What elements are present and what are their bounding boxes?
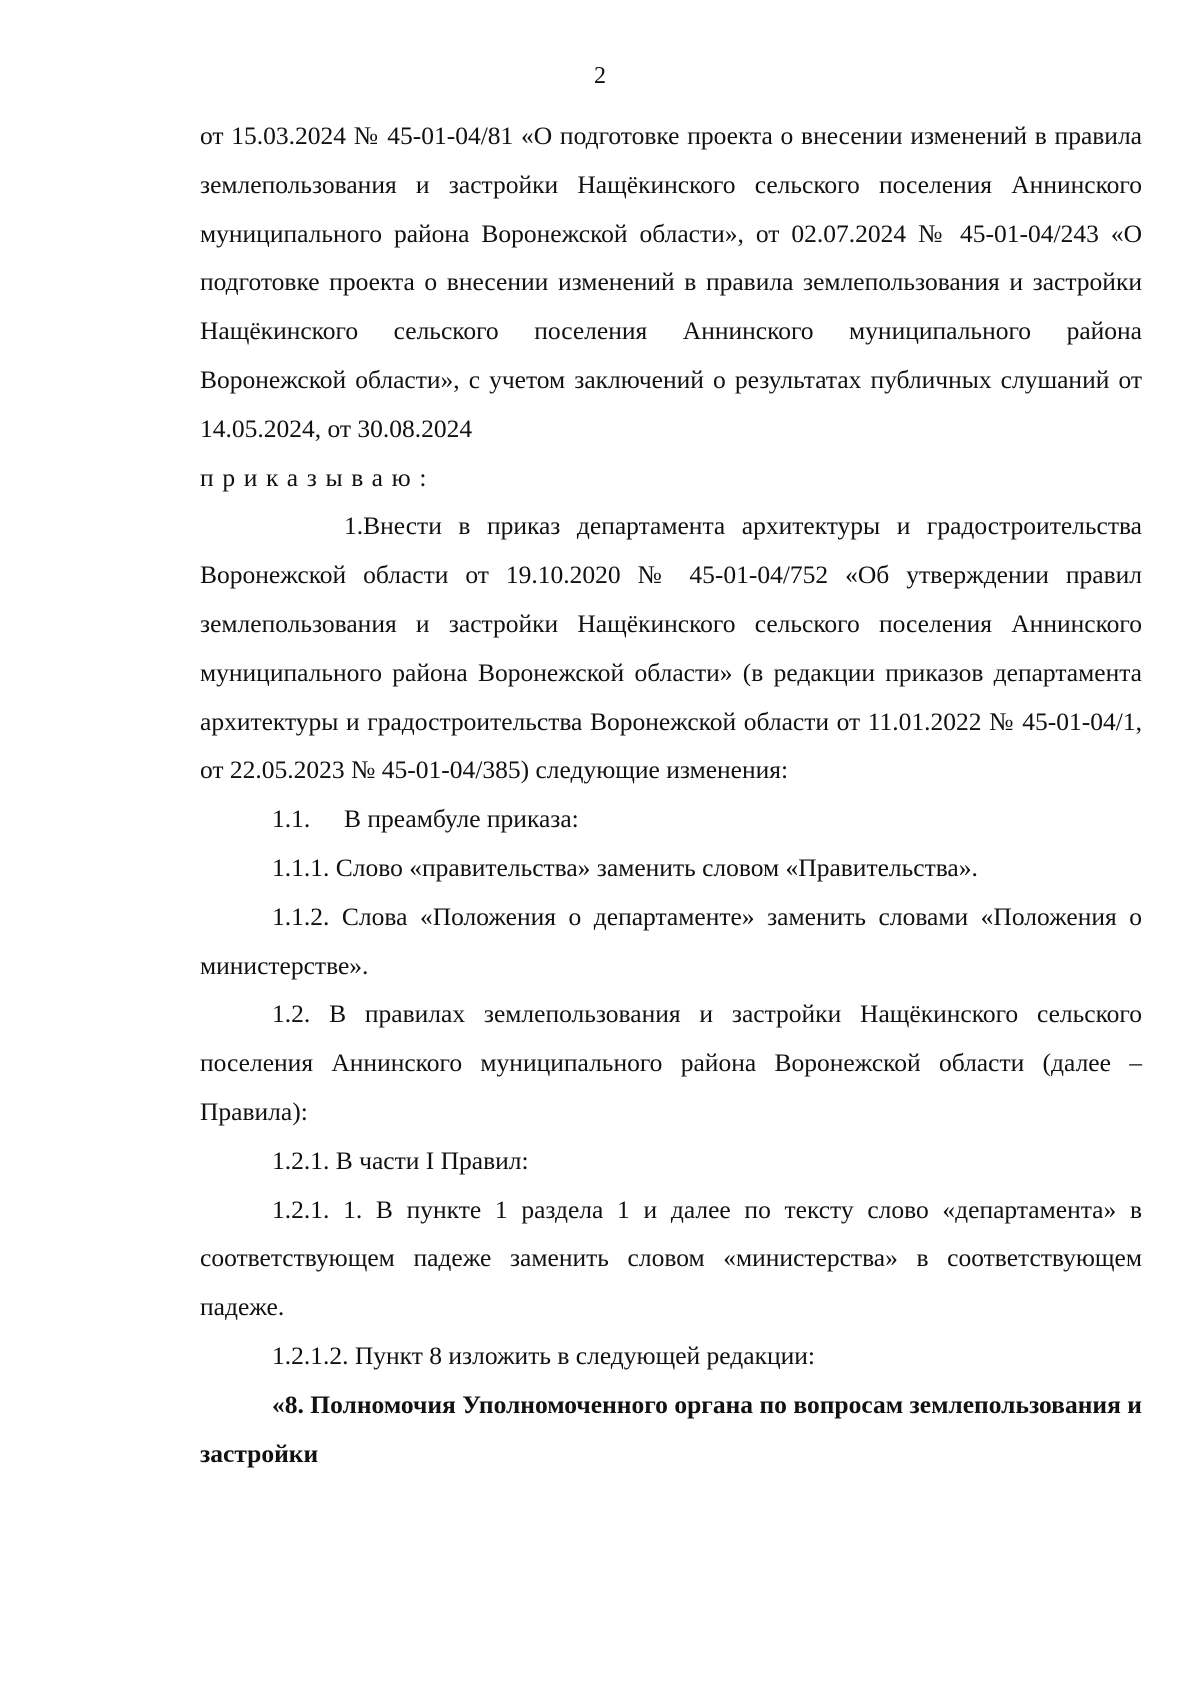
item-1-2-1-1-paragraph: 1.2.1. 1. В пункте 1 раздела 1 и далее по тексту слово «департамента» в соответствующем падеже заменить словом «министерства» в соответствующем падеже. [200,1194,1142,1322]
item-1-1-2-paragraph: 1.1.2. Слова «Положения о департаменте» заменить словами «Положения о министерстве». [200,901,1142,980]
preamble-paragraph: от 15.03.2024 № 45-01-04/81 «О подготовке проекта о внесении изменений в правила землепользования и застройки Нащёкинского сельского поселения Аннинского муниципального района Воронежской области», от 02.07.2024 № 45-01-04/243 «О подготовке проекта о внесении изменений в правила землепользования и застройки Нащёкинского сельского поселения Аннинского муниципального района Воронежской области», с учетом заключений о результатах публичных слушаний от 14.05.2024, от 30.08.2024 [200,121,1142,443]
page-number: 2 [594,63,606,89]
document-body [200,112,1142,1478]
item-1-1-text: В преамбуле приказа: [344,804,579,834]
quoted-section-heading: «8. Полномочия Уполномоченного органа по вопросам землепользования и застройки [200,1389,1142,1468]
item-1-text: Внести в приказ департамента архитектуры и градостроительства Воронежской области от 19.10.2020 № 45-01-04/752 «Об утверждении правил землепользования и застройки Нащёкинского сельского поселения Аннинского муниципального района Воронежской области» (в редакции приказов департамента архитектуры и градостроительства Воронежской области от 11.01.2022 № 45-01-04/1, от 22.05.2023 № 45-01-04/385) следующие изменения: [200,511,1142,785]
item-1-2-1-2-paragraph: 1.2.1.2. Пункт 8 изложить в следующей редакции: [272,1340,815,1370]
item-1-2-1-paragraph: 1.2.1. В части I Правил: [272,1145,529,1175]
item-1-1-number: 1.1. [272,804,311,834]
order-word: приказываю: [200,462,436,492]
item-1-1-1-paragraph: 1.1.1. Слово «правительства» заменить словом «Правительства». [272,852,978,882]
item-1-2-paragraph: 1.2. В правилах землепользования и застройки Нащёкинского сельского поселения Аннинского муниципального района Воронежской области (далее – Правила): [200,999,1142,1126]
item-1-number: 1. [344,511,364,541]
item-1-1-paragraph [200,795,1142,844]
item-1-paragraph [200,502,1142,795]
